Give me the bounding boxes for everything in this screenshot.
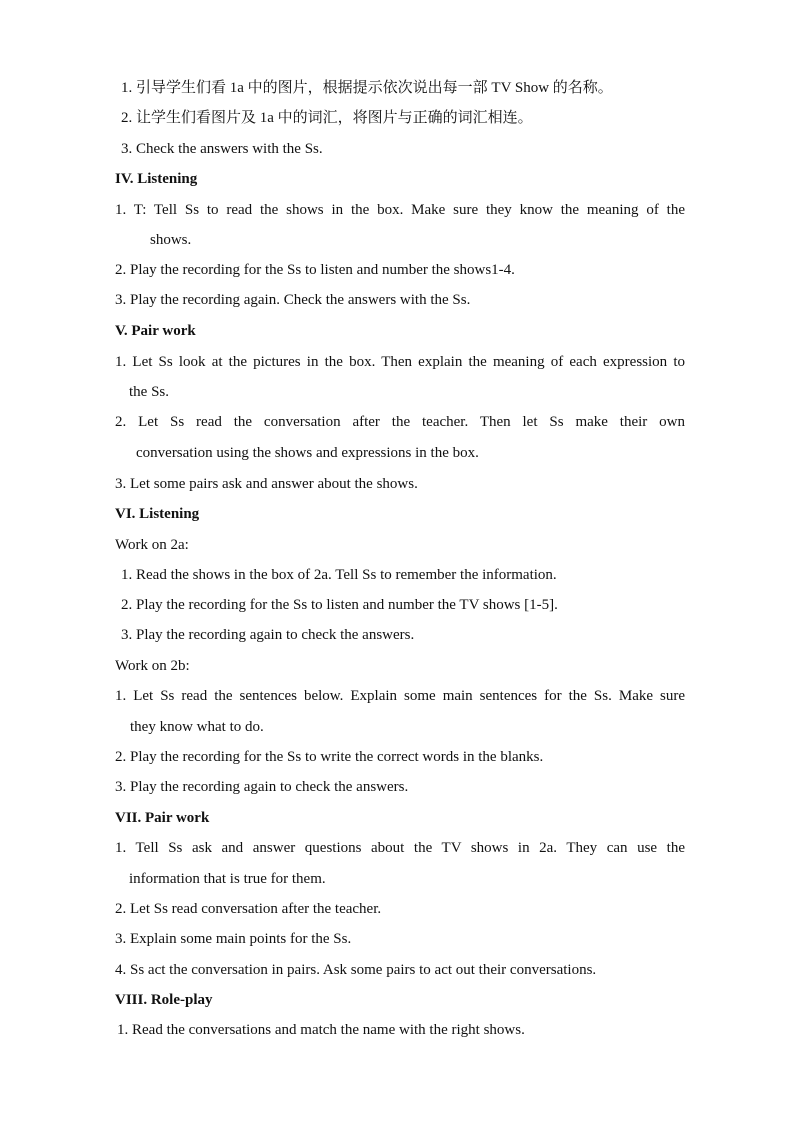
section-heading-vi: VI. Listening [115, 506, 200, 522]
section-heading-iv: IV. Listening [115, 171, 198, 187]
s4-item-1-cont: shows. [150, 232, 192, 248]
s6-2b-item-1: 1. Let Ss read the sentences below. Explain some main sentences for the Ss. Make sure [115, 688, 685, 704]
work-on-2a: Work on 2a: [115, 537, 189, 553]
s6-2a-item-2: 2. Play the recording for the Ss to listen and number the TV shows [1-5]. [121, 597, 558, 613]
s4-item-2: 2. Play the recording for the Ss to listen and number the shows1-4. [115, 262, 515, 278]
s5-item-1-cont: the Ss. [129, 384, 170, 400]
s6-2b-item-1-cont: they know what to do. [130, 719, 264, 735]
intro-item-1: 1. 引导学生们看 1a 中的图片，根据提示依次说出每一部 TV Show 的名称。 [121, 80, 613, 96]
s8-item-1: 1. Read the conversations and match the name with the right shows. [117, 1022, 525, 1038]
s6-2b-item-2: 2. Play the recording for the Ss to write the correct words in the blanks. [115, 749, 544, 765]
work-on-2b: Work on 2b: [115, 658, 190, 674]
s6-2a-item-3: 3. Play the recording again to check the answers. [121, 627, 415, 643]
s5-item-1: 1. Let Ss look at the pictures in the box. Then explain the meaning of each expression to [115, 354, 685, 370]
intro-item-3: 3. Check the answers with the Ss. [121, 141, 323, 157]
intro-item-2: 2. 让学生们看图片及 1a 中的词汇，将图片与正确的词汇相连。 [121, 110, 533, 126]
s6-2b-item-3: 3. Play the recording again to check the answers. [115, 779, 409, 795]
section-heading-viii: VIII. Role-play [115, 992, 213, 1008]
s7-item-1-cont: information that is true for them. [129, 871, 326, 887]
s7-item-3: 3. Explain some main points for the Ss. [115, 931, 352, 947]
s4-item-3: 3. Play the recording again. Check the answers with the Ss. [115, 292, 471, 308]
s5-item-2: 2. Let Ss read the conversation after the teacher. Then let Ss make their own [115, 414, 685, 430]
section-heading-v: V. Pair work [115, 323, 196, 339]
s4-item-1: 1. T: Tell Ss to read the shows in the box. Make sure they know the meaning of the [115, 202, 685, 218]
s5-item-3: 3. Let some pairs ask and answer about the shows. [115, 476, 418, 492]
s7-item-2: 2. Let Ss read conversation after the teacher. [115, 901, 382, 917]
s7-item-4: 4. Ss act the conversation in pairs. Ask some pairs to act out their conversations. [115, 962, 597, 978]
section-heading-vii: VII. Pair work [115, 810, 210, 826]
s7-item-1: 1. Tell Ss ask and answer questions about the TV shows in 2a. They can use the [115, 840, 685, 856]
s6-2a-item-1: 1. Read the shows in the box of 2a. Tell Ss to remember the information. [121, 567, 557, 583]
s5-item-2-cont: conversation using the shows and expressions in the box. [136, 445, 479, 461]
